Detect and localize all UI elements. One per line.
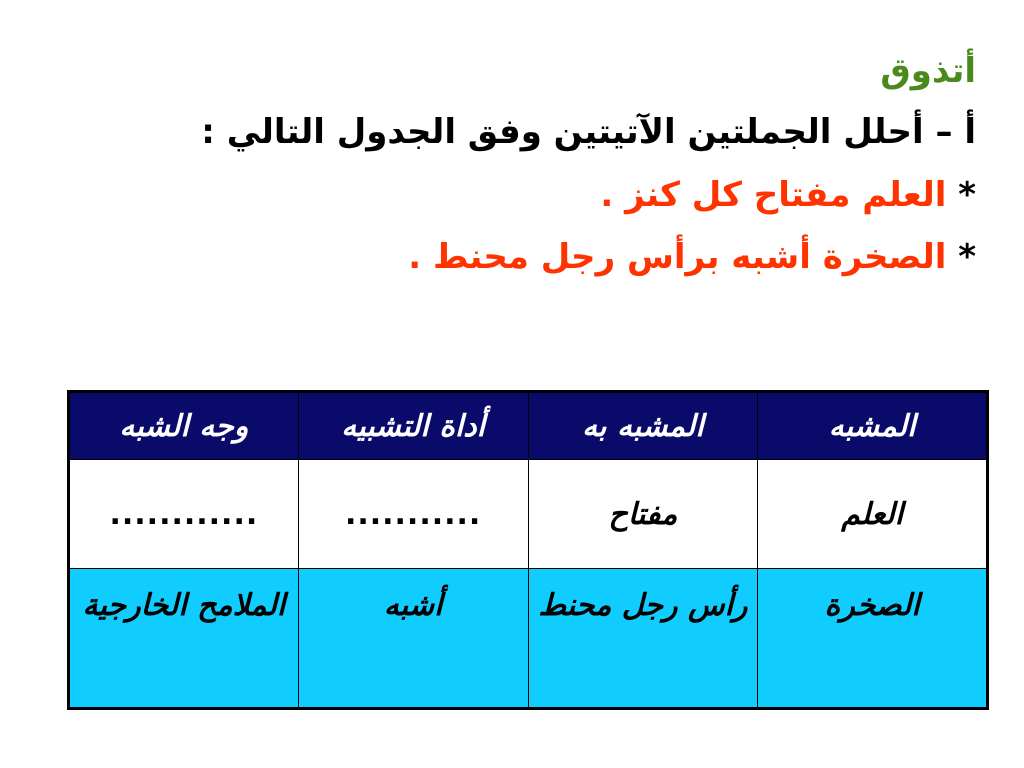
table-header-row xyxy=(69,392,988,460)
header-wajh-shabah: وجه الشبه xyxy=(69,392,299,460)
header-adat-tashbih: أداة التشبيه xyxy=(298,392,528,460)
table-row xyxy=(69,460,988,569)
table-cell: العلم xyxy=(758,460,988,569)
header-mushabbah: المشبه xyxy=(758,392,988,460)
slide-title: أتذوق xyxy=(880,51,976,91)
instruction-text: أ – أحلل الجملتين الآتيتين وفق الجدول التالي : xyxy=(201,112,976,152)
bullet-star: * xyxy=(958,175,976,215)
simile-analysis-table xyxy=(67,390,989,710)
blank-dots: ............ xyxy=(109,496,259,532)
example-sentence-text: العلم مفتاح كل كنز . xyxy=(600,175,947,215)
table-cell: أشبه xyxy=(298,569,528,709)
table-cell: مفتاح xyxy=(528,460,758,569)
table-cell: الصخرة xyxy=(758,569,988,709)
bullet-star: * xyxy=(958,237,976,277)
blank-dots: ........... xyxy=(344,496,482,532)
table-cell-blank xyxy=(298,460,528,569)
table-cell-blank xyxy=(69,460,299,569)
slide-header xyxy=(76,42,976,288)
example-sentence-2 xyxy=(76,226,976,288)
header-mushabbah-bih: المشبه به xyxy=(528,392,758,460)
example-sentence-text: الصخرة أشبه برأس رجل محنط . xyxy=(408,237,947,277)
table-row xyxy=(69,569,988,709)
table-cell: رأس رجل محنط xyxy=(528,569,758,709)
table-cell: الملامح الخارجية xyxy=(69,569,299,709)
example-sentence-1 xyxy=(76,164,976,226)
